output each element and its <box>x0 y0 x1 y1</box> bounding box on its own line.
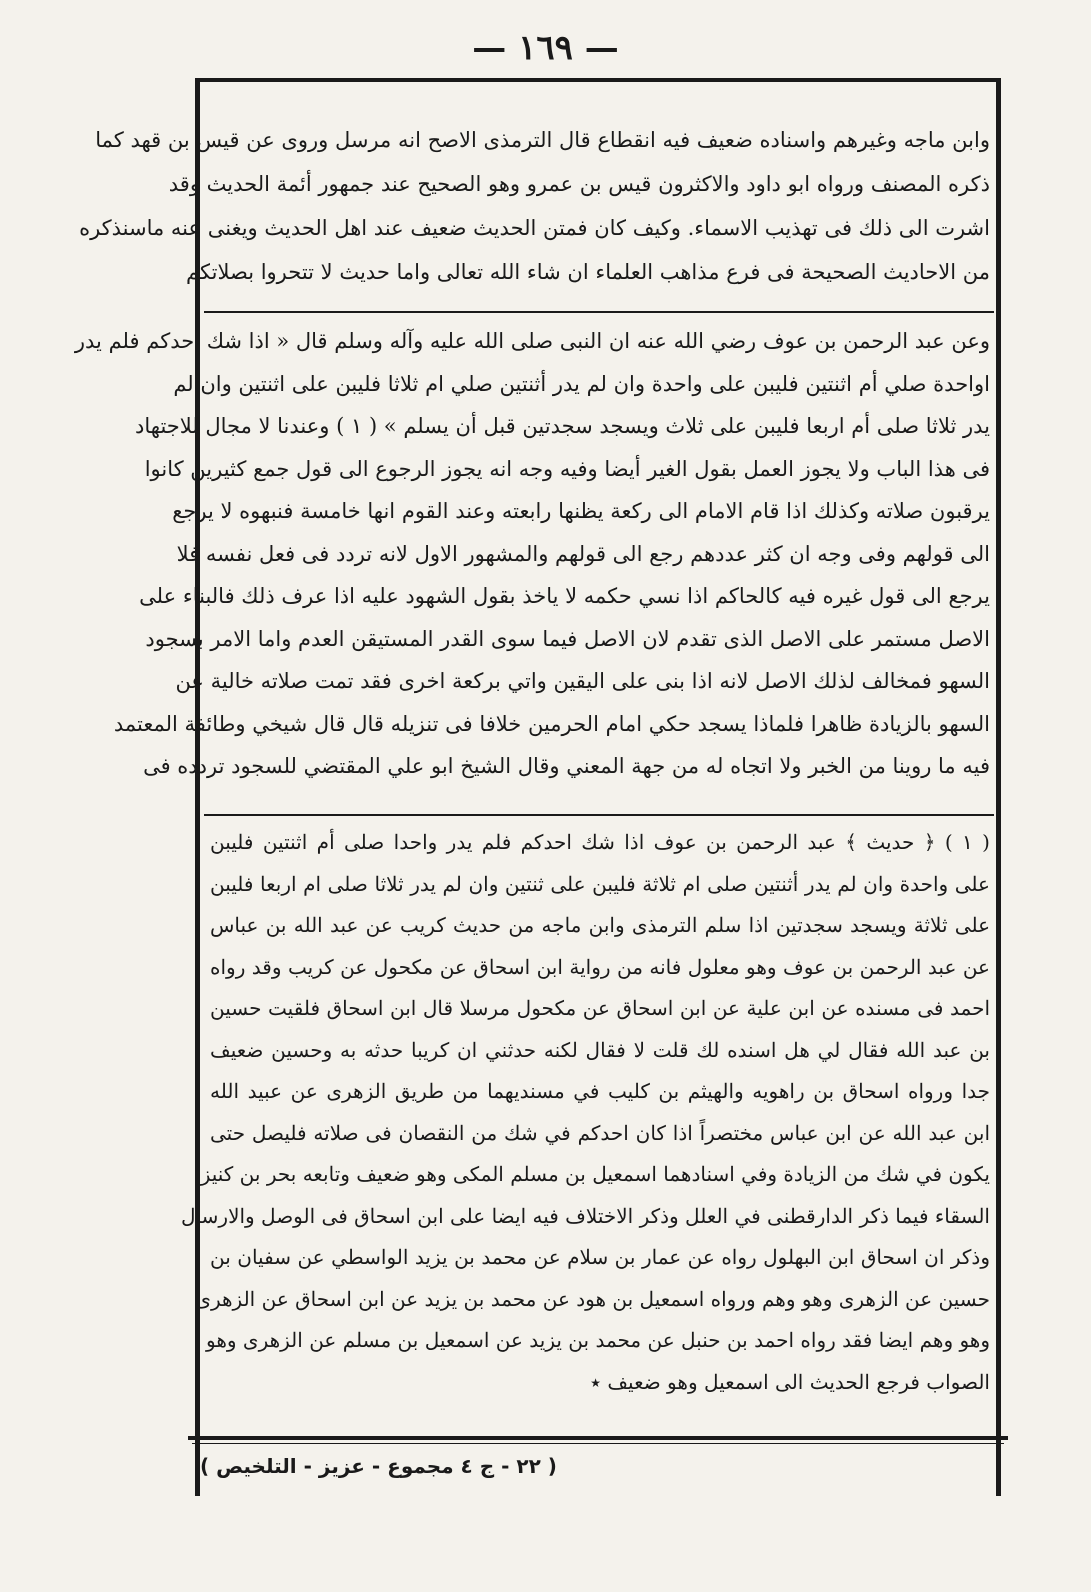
text-line: السهو فمخالف لذلك الاصل لانه اذا بنى على اليقين واتي بركعة اخرى فقد تمت صلاته خالية عن <box>175 669 990 693</box>
text-line: وعن عبد الرحمن بن عوف رضي الله عنه ان النبى صلى الله عليه وآله وسلم قال « اذا شك احدكم فلم يدر <box>74 329 990 353</box>
signature-caption: ( ٢٢ - ج ٤ مجموع - عزيز - التلخيص ) <box>200 1454 557 1478</box>
text-line: فيه ما روينا من الخبر ولا اتجاه له من جهة المعني وقال الشيخ ابو علي المقتضي للسجود تردده فى <box>143 754 990 778</box>
footnote <box>181 822 990 1403</box>
text-line: وابن ماجه وغيرهم واسناده ضعيف فيه انقطاع قال الترمذى الاصح انه مرسل وروى عن قيس بن قهد كما <box>95 128 990 152</box>
footnote-line: يكون في شك من الزيادة وفي اسنادهما اسمعيل بن مسلم المكى وهو ضعيف وتابعه بحر بن كنيز <box>200 1162 990 1186</box>
section-divider <box>204 311 994 313</box>
footnote-line: ابن عبد الله عن ابن عباس مختصراً اذا كان احدكم في شك من النقصان فى صلاته فليصل حتى <box>210 1120 990 1145</box>
text-line: الى قولهم وفى وجه ان كثر عددهم رجع الى قولهم والمشهور الاول لانه تردد فى فعل نفسه فلا <box>176 541 990 566</box>
text-line: اواحدة صلي أم اثنتين فليبن على واحدة وان لم يدر أثنتين صلي ام ثلاثا فليبن على اثنتين وان لم <box>173 371 990 396</box>
text-line: يرجع الى قول غيره فيه كالحاكم اذا نسي حكمه لا ياخذ بقول الشهود عليه اذا عرف ذلك فالبناء على <box>139 584 990 608</box>
footnote-divider <box>204 814 994 816</box>
footnote-line: احمد فى مسنده عن ابن علية عن ابن اسحاق عن مكحول مرسلا قال ابن اسحاق فلقيت حسين <box>210 996 990 1020</box>
text-line: من الاحاديث الصحيحة فى فرع مذاهب العلماء ان شاء الله تعالى واما حديث لا تتحروا بصلاتكم <box>186 260 990 284</box>
footnote-line: حسين عن الزهرى وهو وهم ورواه اسمعيل بن هود عن محمد بن يزيد عن ابن اسحاق عن الزهرى <box>195 1286 990 1311</box>
footnote-line: عن عبد الرحمن بن عوف وهو معلول فانه من رواية ابن اسحاق عن مكحول عن كريب وقد رواه <box>210 954 990 979</box>
footnote-line: بن عبد الله فقال لي هل اسنده لك قلت لا فقال لكنه حدثني ان كريبا حدثه به وحسين ضعيف <box>210 1037 990 1062</box>
text-line: اشرت الى ذلك فى تهذيب الاسماء. وكيف كان فمتن الحديث ضعيف عند اهل الحديث ويغنى عنه ماسنذكره <box>79 216 990 240</box>
footnote-line: على واحدة وان لم يدر أثنتين صلى ام ثلاثة فليبن على ثنتين وان لم يدر ثلاثا صلى ام اربعا فليبن <box>210 871 990 896</box>
text-line: يرقبون صلاته وكذلك اذا قام الامام الى ركعة يظنها رابعته وعند القوم انها خامسة فنبهوه لا يرجع <box>172 499 990 523</box>
main-paragraph <box>74 320 990 788</box>
footnote-line: الصواب فرجع الحديث الى اسمعيل وهو ضعيف ٭ <box>590 1369 990 1394</box>
frame-bottom-thin-rule <box>192 1443 1004 1444</box>
top-paragraph <box>79 118 990 294</box>
text-line: يدر ثلاثا صلى أم اربعا فليبن على ثلاث ويسجد سجدتين قبل أن يسلم » ( ١ ) وعندنا لا مجال للاجتهاد <box>135 414 990 438</box>
footnote-line: وهو وهم ايضا فقد رواه احمد بن حنبل عن محمد بن يزيد عن اسمعيل بن مسلم عن الزهرى وهو <box>206 1328 990 1352</box>
footnote-line: ( ١ ) ﴿ حديث ﴾ عبد الرحمن بن عوف اذا شك احدكم فلم يدر واحدا صلى أم اثنتين فليبن <box>210 830 990 854</box>
footnote-line: على ثلاثة ويسجد سجدتين اذا سلم الترمذى وابن ماجه من حديث كريب عن عبد الله بن عباس <box>210 913 990 937</box>
footnote-line: وذكر ان اسحاق ابن البهلول رواه عن عمار بن سلام عن محمد بن يزيد الواسطي عن سفيان بن <box>210 1245 990 1269</box>
footnote-line: السقاء فيما ذكر الدارقطنى في العلل وذكر الاختلاف فيه ايضا على ابن اسحاق فى الوصل والارسال <box>181 1203 990 1228</box>
page-number: — ١٦٩ — <box>472 28 619 68</box>
text-line: فى هذا الباب ولا يجوز العمل بقول الغير أيضا وفيه وجه انه يجوز الرجوع الى قول جمع كثيرين كانوا <box>144 456 990 481</box>
footnote-line: جدا ورواه اسحاق بن راهويه والهيثم بن كليب في مسنديهما من طريق الزهرى عن عبيد الله <box>210 1079 990 1103</box>
text-line: ذكره المصنف ورواه ابو داود والاكثرون قيس بن عمرو وهو الصحيح عند جمهور أئمة الحديث وقد <box>168 172 990 196</box>
text-line: السهو بالزيادة ظاهرا فلماذا يسجد حكي امام الحرمين خلافا فى تنزيله قال قال شيخي وطائفة المعتمد <box>113 711 990 736</box>
frame-bottom-rule <box>188 1436 1008 1440</box>
text-line: الاصل مستمر على الاصل الذى تقدم لان الاصل فيما سوى القدر المستيقن العدم واما الامر بسجود <box>145 626 990 651</box>
